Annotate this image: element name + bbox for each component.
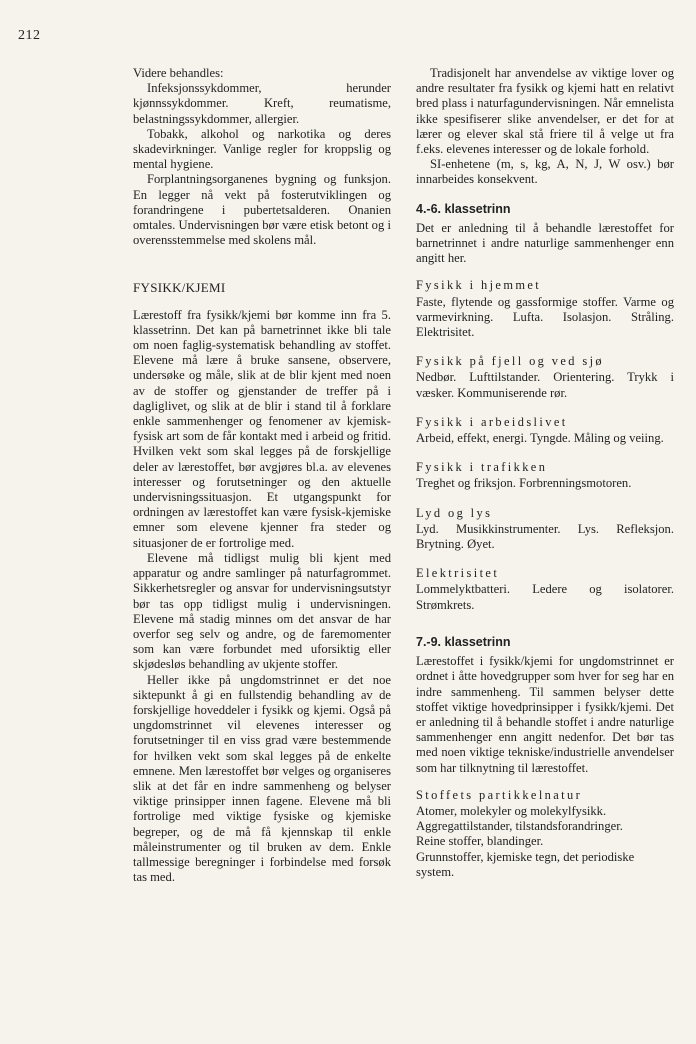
topic-text: Treghet og friksjon. Forbrenningsmotoren.	[416, 476, 632, 491]
topic-title: Fysikk i trafikken	[416, 460, 548, 475]
topic-text: Lommelyktbatteri. Ledere og isolatorer. Strømkrets.	[416, 582, 674, 612]
section-paragraph: Elevene må tidligst mulig bli kjent med apparatur og andre samlinger på naturfagrommet. Sikkerhetsregler og ansvar for undervisningsutstyr bør tas opp tidligst mulig i undervisningen. Elevene må stadig minnes om det ansvar de har overfor seg selv og andre, og de faremomenter som kan være forbundet med uforsiktig eller skjødesløs behandling av ukjente stoffer.	[133, 550, 391, 672]
topic-block	[416, 460, 674, 491]
grade-heading-4-6: 4.-6. klassetrinn	[416, 201, 511, 216]
topic-text: Arbeid, effekt, energi. Tyngde. Måling og veiing.	[416, 431, 664, 446]
section-paragraph: Lærestoff fra fysikk/kjemi bør komme inn fra 5. klassetrinn. Det kan på barnetrinnet ikke bli tale om noen faglig-systematisk behandling av stoffet. Elevene må lære å bruke sansene, observere, undersøke og måle, slik at de blir kjent med noen av de stoffer og gjenstander de treffer på i dagliglivet, og slik at de blir i stand til å forklare enkle sammenhenger og fenomener av kjemisk-fysisk art som de får kontakt med i arbeid og fritid. Hvilken vekt som skal legges på de forskjellige deler av lærestoffet, bør avgjøres bl.a. av elevenes interesser og forutsetninger og den aktuelle undervisningssituasjon. Et utgangspunkt for ordningen av lærestoffet kan være fysisk-kjemiske emner som elevene kjenner fra steder og situasjoner de er fortrolige med.	[133, 307, 391, 550]
grade-heading-7-9: 7.-9. klassetrinn	[416, 634, 511, 649]
topic-block	[416, 506, 674, 553]
section-paragraph: Heller ikke på ungdomstrinnet er det noe siktepunkt å gi en fullstendig behandling av de forskjellige hoveddeler i fysikk og kjemi. Også på ungdomstrinnet vil elevenes interesser og forutsetninger til en viss grad være bestemmende for hvilken vekt som skal legges på de enkelte emnene. Men lærestoffet bør velges og organiseres slik at det får en indre sammenheng og belyser viktige prinsipper innen fagene. Elevene må bli fortrolige med viktige fysiske og kjemiske begreper, og de må få kjennskap til enkle måleinstrumenter og til bruken av dem. Enkle tallmessige beregninger i forbindelse med forsøk tas med.	[133, 672, 391, 885]
topic-title: Elektrisitet	[416, 566, 500, 581]
section-title: FYSIKK/KJEMI	[133, 280, 226, 296]
topic-text: Nedbør. Lufttilstander. Orientering. Trykk i væsker. Kommuniserende rør.	[416, 370, 674, 400]
topic-title: Fysikk i hjemmet	[416, 278, 542, 293]
topic-text: Grunnstoffer, kjemiske tegn, det periodiske system.	[416, 849, 635, 879]
topic-text: Faste, flytende og gassformige stoffer. Varme og varmevirkning. Lufta. Isolasjon. Stråling. Elektrisitet.	[416, 294, 674, 340]
intro-paragraph: Infeksjonssykdommer, herunder kjønnssykdommer. Kreft, reumatisme, belastningssykdommer, allergier.	[133, 81, 391, 126]
topic-block	[416, 354, 674, 401]
intro-paragraph: Tradisjonelt har anvendelse av viktige lover og andre resultater fra fysikk og kjemi hatt en relativt bred plass i naturfagundervisningen. Når emnelista ikke spesifiserer slike anvendelser, er det for at lærer og elever skal stå friere til å velge ut fra f.eks. elevenes interesser og de lokale forhold.	[416, 66, 674, 157]
topic-block	[416, 788, 674, 880]
topic-title: Fysikk i arbeidslivet	[416, 414, 568, 429]
topic-text: Reine stoffer, blandinger.	[416, 834, 544, 849]
intro-paragraph: Forplantningsorganenes bygning og funksjon. En legger nå vekt på fosterutviklingen og forandringene i pubertetsalderen. Onanien omtales. Undervisningen bør være etisk betont og i overensstemmelse med skolens mål.	[133, 172, 391, 248]
topic-text: Aggregattilstander, tilstandsforandringer.	[416, 819, 623, 834]
topic-block	[416, 566, 674, 613]
topic-title: Stoffets partikkelnatur	[416, 787, 583, 802]
topic-block	[416, 278, 674, 340]
intro-paragraph: SI-enhetene (m, s, kg, A, N, J, W osv.) bør innarbeides konsekvent.	[416, 157, 674, 187]
topic-block	[416, 415, 674, 446]
left-column	[133, 66, 391, 885]
page-number: 212	[18, 28, 41, 43]
topic-text: Atomer, molekyler og molekylfysikk.	[416, 803, 607, 818]
topic-title: Lyd og lys	[416, 505, 493, 520]
intro-paragraph: Videre behandles:	[133, 66, 224, 80]
grade-intro: Lærestoffet i fysikk/kjemi for ungdomstrinnet er ordnet i åtte hovedgrupper som hver for seg har en indre sammenheng. Til sammen belyser dette stoffet viktige hovedprinsipper i fysikk/kjemi. Det er anledning til å behandle stoffet i andre naturlige sammenhenger enn angitt nedenfor. Det bør tas med noen viktige tekniske/industrielle anvendelser som har tilknytning til lærestoffet.	[416, 654, 674, 775]
topic-title: Fysikk på fjell og ved sjø	[416, 354, 605, 369]
intro-paragraph: Tobakk, alkohol og narkotika og deres skadevirkninger. Vanlige regler for kroppslig og mental hygiene.	[133, 126, 391, 172]
right-column	[416, 66, 674, 880]
grade-intro: Det er anledning til å behandle lærestoffet for barnetrinnet i andre naturlige sammenhenger enn angitt her.	[416, 220, 674, 266]
topic-text: Lyd. Musikkinstrumenter. Lys. Refleksjon. Brytning. Øyet.	[416, 521, 674, 552]
